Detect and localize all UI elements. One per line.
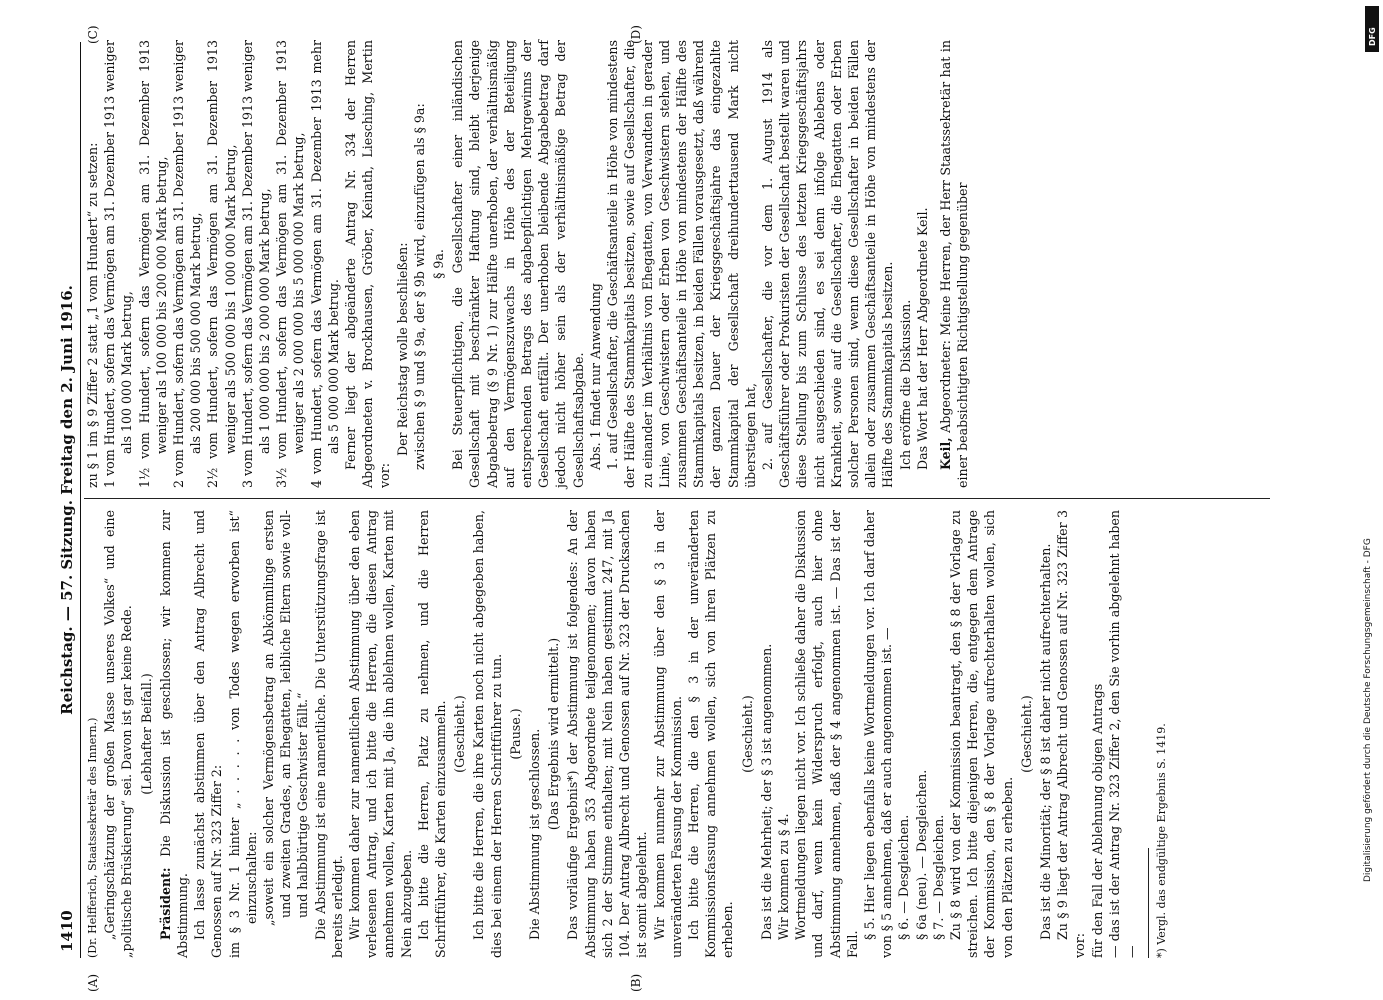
paragraph: Abgeordneter: Meine Herren, der Herr Staatssekretär hat in einer beabsichtigten Richtigstellung gegenüber xyxy=(937,40,971,488)
paragraph: zwischen § 9 und § 9a, der § 9b wird, einzufügen als § 9a: xyxy=(411,103,427,470)
paragraph: Das ist die Minorität; der § 8 ist daher nicht aufrechterhalten. xyxy=(1037,543,1053,940)
paragraph: § 5. Hier liegen ebenfalls keine Wortmeldungen vor. Ich darf daher von § 5 annehmen, daß er auch angenommen ist. — xyxy=(861,510,895,958)
speaker-label: Präsident: xyxy=(157,867,173,940)
rate-item: 4 vom Hundert, sofern das Vermögen am 31. Dezember 1913 mehr als 5 000 000 Mark betrug. xyxy=(308,40,341,488)
speaker-note: (Dr. Helfferich, Staatssekretär des Innern.) xyxy=(86,717,99,958)
margin-mark-c: (C) xyxy=(86,25,100,44)
paragraph: Das vorläufige Ergebnis*) der Abstimmung ist folgendes: An der Abstimmung haben 353 Abgeordnete teilgenommen; davon haben sich 2 der Stimme enthalten; mit Nein haben gestimmt 247, mit Ja 104. Der Antrag Albrecht und Genossen auf Nr. 323 der Drucksachen ist somit abgelehnt. xyxy=(565,510,650,958)
columns xyxy=(84,25,1270,992)
paragraph: Ich bitte die Herren, Platz zu nehmen, und die Herren Schriftführer, die Karten einzusammeln. xyxy=(415,510,449,958)
paragraph: Ich eröffne die Diskussion. xyxy=(897,299,913,470)
paragraph: § 6. — Desgleichen. xyxy=(896,814,912,940)
motion-text: für den Fall der Ablehnung obigen Antrags xyxy=(1089,683,1105,958)
stage-direction: (Pause.) xyxy=(507,708,523,760)
paragraph: Wir kommen zu § 4. xyxy=(775,813,791,940)
paragraph: Der Reichstag wolle beschließen: xyxy=(394,242,410,456)
paragraph: 1. auf Gesellschafter, die Geschäftsanteile in Höhe von mindestens der Hälfte des Stammkapitals besitzen, sowie auf Gesellschafter, die zu einander im Verhältnis von Ehegatten, von Verwandten in gerader Linie, von Geschwistern oder Erben von Geschwistern stehen, und zusammen Geschäftsanteile in Höhe von mindestens der Hälfte des Stammkapitals besitzen, in beiden Fällen vorausgesetzt, daß während der ganzen Dauer der Kriegsgeschäftsjahre das eingezahlte Stammkapital der Gesellschaft dreihunderttausend Mark nicht überstiegen hat, xyxy=(605,40,758,488)
paragraph: Ich bitte die Herren, die ihre Karten noch nicht abgegeben haben, dies bei einem der Herren Schriftführer zu tun. xyxy=(471,510,504,958)
paragraph: Wortmeldungen liegen nicht vor. Ich schließe daher die Diskussion und darf, wenn kein Widerspruch erfolgt, auch hier ohne Abstimmung annehmen, daß der § 4 angenommen ist. — Das ist der Fall. xyxy=(793,510,860,958)
digitization-note xyxy=(1363,22,1377,972)
column-divider xyxy=(84,498,1270,499)
motion-text: im § 3 Nr. 1 hinter „ . . . . . von Todes wegen erworben ist“ einzuschalten: xyxy=(226,510,259,958)
paragraph: Die Diskussion ist geschlossen; wir kommen zur Abstimmung. xyxy=(157,510,191,958)
rate-item: 1 vom Hundert, sofern das Vermögen am 31. Dezember 1913 weniger als 100 000 Mark betrug, xyxy=(102,40,135,488)
footnote: *) Vergl. das endgültige Ergebnis S. 1419. xyxy=(1155,723,1169,958)
rate-item: 2½ vom Hundert, sofern das Vermögen am 31. Dezember 1913 weniger als 500 000 bis 1 000 000 Mark betrug, xyxy=(205,40,238,488)
paragraph: Wir kommen daher zur namentlichen Abstimmung über den eben verlesenen Antrag, und ich bitte die Herren, die diesen Antrag annehmen wollen, Karten mit Ja, die ihn ablehnen wollen, Karten mit Nein abzugeben. xyxy=(347,510,414,958)
paragraph: Zu § 9 liegt der Antrag Albrecht und Genossen auf Nr. 323 Ziffer 3 vor: xyxy=(1055,510,1088,958)
rate-item: 2 vom Hundert, sofern das Vermögen am 31. Dezember 1913 weniger als 200 000 bis 500 000 Mark betrug, xyxy=(171,40,204,488)
stage-direction: (Geschieht.) xyxy=(1018,695,1034,773)
rate-item: 1½ vom Hundert, sofern das Vermögen am 31. Dezember 1913 weniger als 100 000 bis 200 000 Mark betrug, xyxy=(136,40,169,488)
paragraph: 2. auf Gesellschafter, die vor dem 1. August 1914 als Geschäftsführer oder Prokuristen der Gesellschaft bestellt waren und diese Stellung bis zum Schlusse des letzten Kriegsgeschäftsjahrs nicht ausgeschieden sind, es sei denn infolge Ablebens oder Krankheit, sowie auf die Gesellschafter, die Ehegatten oder Erben solcher Personen sind, wenn diese Gesellschafter in beiden Fällen allein oder zusammen Geschäftsanteile in Höhe von mindestens der Hälfte des Stammkapitals besitzen. xyxy=(759,40,896,488)
stage-direction: (Geschieht.) xyxy=(452,695,468,773)
paragraph: Die Abstimmung ist geschlossen. xyxy=(527,728,543,940)
footnote-rule xyxy=(1148,848,1149,958)
page-number: 1410 xyxy=(58,910,76,952)
rate-item: 3 vom Hundert, sofern das Vermögen am 31. Dezember 1913 weniger als 1 000 000 bis 2 000 000 Mark betrug, xyxy=(239,40,273,488)
dfg-logo-text: DFG xyxy=(1368,27,1377,46)
paragraph: § 6a (neu). — Desgleichen. xyxy=(913,769,929,940)
paragraph: Die Abstimmung ist eine namentliche. Die Unterstützungsfrage ist bereits erledigt. xyxy=(312,510,345,958)
paragraph: „Geringschätzung der großen Masse unseres Volkes“ und eine „politische Brüskierung“ sei. Davon ist gar keine Rede. xyxy=(102,510,135,958)
paragraph: Wir kommen nunmehr zur Abstimmung über den § 3 in der unveränderten Fassung der Kommission. xyxy=(651,510,684,958)
motion-quote: „soweit ein solcher Vermögensbetrag an Abkömmlinge ersten und zweiten Grades, an Ehegatten, leibliche Eltern sowie voll- und halbbürtige Geschwister fällt.“ xyxy=(261,510,311,926)
rate-item: 3½ vom Hundert, sofern das Vermögen am 31. Dezember 1913 weniger als 2 000 000 bis 5 000 000 Mark betrug, xyxy=(274,40,307,488)
paragraph: Bei Steuerpflichtigen, die Gesellschafter einer inländischen Gesellschaft mit beschränkter Haftung sind, bleibt derjenige Abgabebetrag (§ 9 Nr. 1) zur Hälfte unerhoben, der verhältnismäßig auf den Vermögenszuwachs in Höhe des der Beteiligung entsprechenden Betrags des abgabepflichtigen Mehrgewinns der Gesellschaft entfällt. Der unerhoben bleibende Abgabebetrag darf jedoch nicht höher sein als der verhältnismäßige Betrag der Gesellschaftsabgabe. xyxy=(450,40,586,488)
page-title: Reichstag. — 57. Sitzung. Freitag den 2. Juni 1916. xyxy=(58,285,76,715)
margin-mark-b: (B) xyxy=(629,973,643,992)
stage-direction: (Das Ergebnis wird ermittelt.) xyxy=(546,637,562,831)
stage-direction: (Geschieht.) xyxy=(739,695,755,773)
margin-mark-a: (A) xyxy=(86,973,100,992)
digitization-note-text: Digitalisierung gefördert durch die Deutsche Forschungsgemeinschaft - DFG xyxy=(1363,538,1373,882)
paragraph: zu § 1 im § 9 Ziffer 2 statt „1 vom Hundert“ zu setzen: xyxy=(85,142,100,488)
margin-mark-d: (D) xyxy=(629,25,643,44)
paragraph: — das ist der Antrag Nr. 323 Ziffer 2, den Sie vorhin abgelehnt haben — xyxy=(1106,510,1139,958)
page-header xyxy=(58,42,81,958)
right-column xyxy=(84,40,1270,488)
paragraph: Das ist die Mehrheit; der § 3 ist angenommen. xyxy=(758,643,774,940)
paragraph: Ich bitte die Herren, die den § 3 in der unveränderten Kommissionsfassung annehmen wollen, sich von ihren Plätzen zu erheben. xyxy=(685,510,736,958)
paragraph: Ich lasse zunächst abstimmen über den Antrag Albrecht und Genossen auf Nr. 323 Ziffer 2: xyxy=(192,510,225,958)
stage-direction: (Lebhafter Beifall.) xyxy=(138,673,154,795)
section-heading: § 9a. xyxy=(431,249,447,279)
paragraph: Ferner liegt der abgeänderte Antrag Nr. 334 der Herren Abgeordneten v. Brockhausen, Gröber, Keinath, Liesching, Mertin vor: xyxy=(343,40,393,488)
paragraph: Das Wort hat der Herr Abgeordnete Keil. xyxy=(914,207,930,470)
left-column xyxy=(84,510,1270,958)
paragraph: § 7. — Desgleichen. xyxy=(930,814,946,940)
paragraph: Abs. 1 findet nur Anwendung xyxy=(587,283,603,470)
paragraph: Zu § 8 wird von der Kommission beantragt, den § 8 der Vorlage zu streichen. Ich bitte diejenigen Herren, die, entgegen dem Antrage der Kommission, den § 8 der Vorlage aufrechterhalten wollen, sich von den Plätzen zu erheben. xyxy=(947,510,1015,958)
speaker-label: Keil, xyxy=(937,437,953,470)
